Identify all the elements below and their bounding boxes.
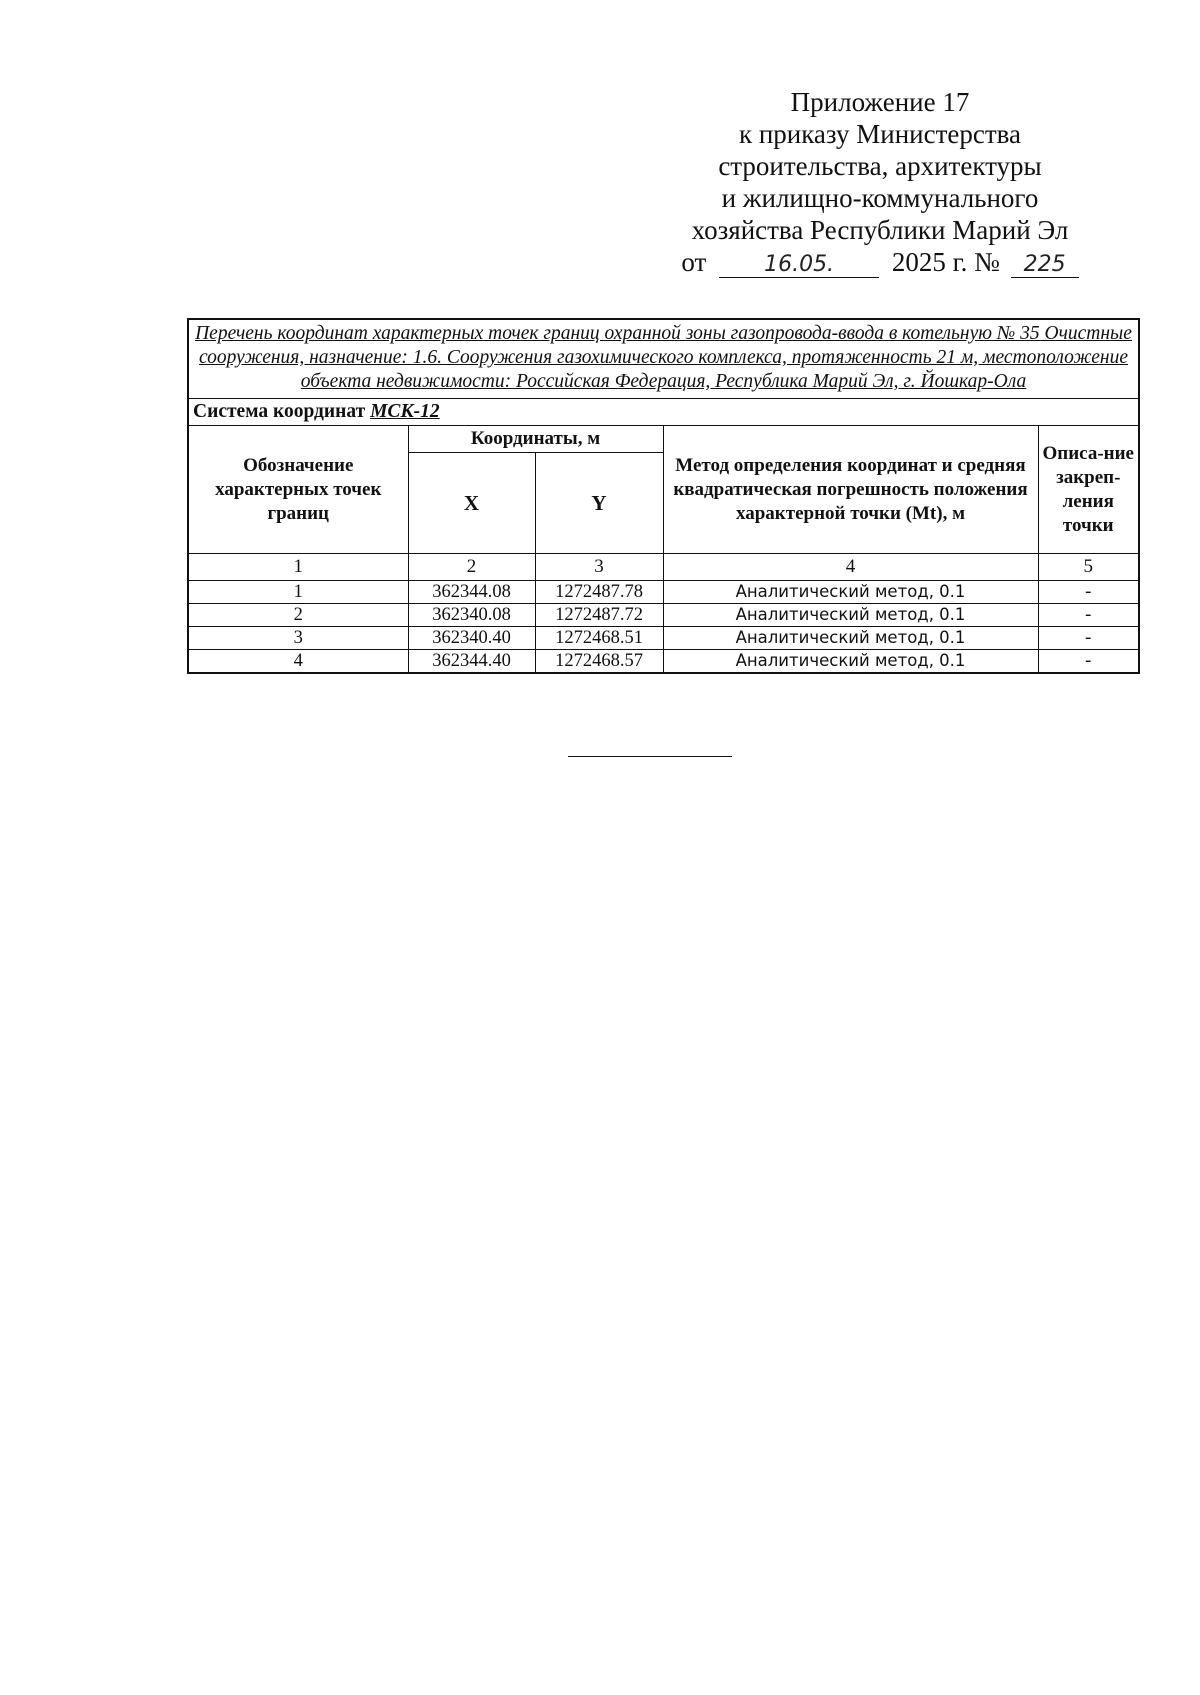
description: - — [1038, 581, 1139, 604]
header-row-1 — [188, 426, 1139, 453]
description: - — [1038, 604, 1139, 627]
coordinates-table — [187, 318, 1140, 674]
column-number: 5 — [1038, 554, 1139, 581]
appendix-title: Приложение 17 — [790, 87, 970, 117]
description: - — [1038, 650, 1139, 674]
column-number-row — [188, 554, 1139, 581]
col-header-x: X — [408, 453, 535, 554]
col-header-coords: Координаты, м — [408, 426, 663, 453]
appendix-line-ministry-1: строительства, архитектуры — [718, 151, 1042, 181]
appendix-line-order: к приказу Министерства — [738, 119, 1022, 149]
coord-x: 362344.40 — [408, 650, 535, 674]
coord-x: 362344.08 — [408, 581, 535, 604]
column-number: 2 — [408, 554, 535, 581]
point-id: 1 — [188, 581, 408, 604]
description: - — [1038, 627, 1139, 650]
col-header-description: Описа-ние закреп-ления точки — [1038, 426, 1139, 554]
point-id: 3 — [188, 627, 408, 650]
order-date-handwritten: 16.05. — [719, 253, 879, 278]
method: Аналитический метод, 0.1 — [663, 650, 1038, 674]
coord-y: 1272487.72 — [535, 604, 663, 627]
table-row — [188, 581, 1139, 604]
order-year-text: 2025 г. № — [891, 247, 1000, 277]
coordinate-system-row — [188, 399, 1139, 426]
point-id: 2 — [188, 604, 408, 627]
method: Аналитический метод, 0.1 — [663, 604, 1038, 627]
table-title-row — [188, 319, 1139, 399]
col-header-points: Обозначение характерных точек границ — [188, 426, 408, 554]
coord-y: 1272487.78 — [535, 581, 663, 604]
order-date-line — [640, 246, 1120, 278]
coord-x: 362340.08 — [408, 604, 535, 627]
column-number: 4 — [663, 554, 1038, 581]
end-of-document-rule — [568, 756, 732, 757]
coordinate-system-name: МСК-12 — [370, 401, 440, 422]
coord-x: 362340.40 — [408, 627, 535, 650]
table-row — [188, 650, 1139, 674]
order-number-handwritten: 225 — [1011, 253, 1079, 278]
coordinate-system-label: Система координат — [193, 401, 366, 422]
table-row — [188, 627, 1139, 650]
date-prefix: от — [681, 247, 707, 277]
column-number: 1 — [188, 554, 408, 581]
table-row — [188, 604, 1139, 627]
appendix-line-ministry-2: и жилищно-коммунального — [721, 183, 1039, 213]
coord-y: 1272468.51 — [535, 627, 663, 650]
col-header-y: Y — [535, 453, 663, 554]
coordinate-system — [188, 399, 1139, 426]
method: Аналитический метод, 0.1 — [663, 627, 1038, 650]
appendix-line-ministry-3: хозяйства Республики Марий Эл — [691, 215, 1069, 245]
point-id: 4 — [188, 650, 408, 674]
appendix-header — [640, 86, 1120, 278]
method: Аналитический метод, 0.1 — [663, 581, 1038, 604]
coord-y: 1272468.57 — [535, 650, 663, 674]
table-title: Перечень координат характерных точек границ охранной зоны газопровода-ввода в котельную № 35 Очистные сооружения, назначение: 1.6. Сооружения газохимического комплекса, протяженность 21 м, местоположение объекта недвижимости: Российская Федерация, Республика Марий Эл, г. Йошкар-Ола — [188, 319, 1139, 399]
column-number: 3 — [535, 554, 663, 581]
col-header-method: Метод определения координат и средняя квадратическая погрешность положения характерной точки (Mt), м — [663, 426, 1038, 554]
